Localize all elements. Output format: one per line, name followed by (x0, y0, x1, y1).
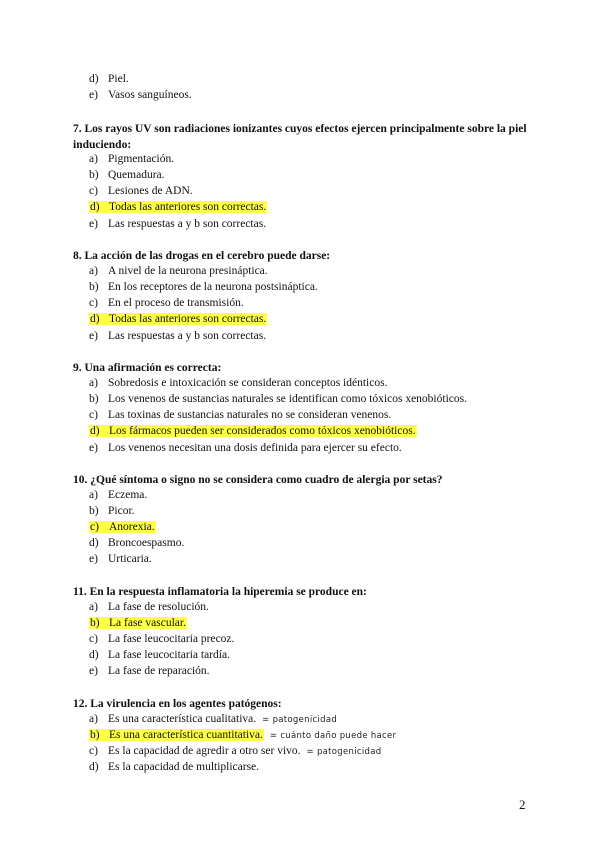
option-item (89, 72, 129, 87)
option-text: Quemadura. (108, 169, 165, 181)
question-title: 7. Los rayos UV son radiaciones ionizantes cuyos efectos ejercen principalmente sobre la piel induciendo: (73, 123, 527, 151)
option-letter: e) (89, 330, 98, 342)
option-item (89, 744, 381, 759)
answer-highlight (89, 313, 267, 325)
option-item (89, 600, 209, 615)
option-text: La fase leucocitaria precoz. (108, 633, 235, 645)
option-text: La fase vascular. (109, 617, 186, 629)
option-text: Es una característica cualitativa. (108, 713, 257, 725)
option-text: La fase de resolución. (108, 601, 209, 613)
answer-highlight (89, 425, 417, 437)
option-letter: d) (89, 649, 99, 661)
option-item-highlighted (89, 312, 267, 327)
handwritten-note: = cuánto daño puede hacer (269, 731, 397, 741)
option-item (89, 536, 184, 551)
option-letter: e) (89, 553, 98, 565)
option-text: Las toxinas de sustancias naturales no se consideran venenos. (108, 409, 392, 421)
option-letter: a) (89, 601, 98, 613)
option-text: Eczema. (108, 489, 148, 501)
option-item (89, 441, 402, 456)
option-letter: a) (89, 265, 98, 277)
option-text: Lesiones de ADN. (108, 185, 193, 197)
option-letter: d) (89, 73, 99, 85)
option-letter: d) (89, 761, 99, 773)
option-text: En los receptores de la neurona postsináptica. (108, 281, 318, 293)
option-item (89, 329, 266, 344)
option-text: Las respuestas a y b son correctas. (108, 330, 267, 342)
option-letter: b) (90, 617, 100, 629)
option-text: Los venenos de sustancias naturales se identifican como tóxicos xenobióticos. (108, 393, 467, 405)
option-text: Todas las anteriores son correctas. (109, 201, 267, 213)
option-item (89, 632, 234, 647)
option-letter: d) (90, 201, 100, 213)
option-letter: c) (89, 633, 98, 645)
option-item (89, 552, 152, 567)
question-title: 9. Una afirmación es correcta: (73, 362, 222, 374)
option-text: Es una característica cuantitativa. (109, 729, 263, 741)
option-text: Sobredosis e intoxicación se consideran conceptos idénticos. (108, 377, 388, 389)
option-item (89, 168, 165, 183)
option-text: La fase de reparación. (108, 665, 210, 677)
page-number: 2 (519, 797, 526, 812)
option-text: Es la capacidad de agredir a otro ser vivo. (108, 745, 301, 757)
option-letter: e) (89, 442, 98, 454)
option-text: Urticaria. (108, 553, 152, 565)
option-item-highlighted (89, 200, 267, 215)
option-letter: d) (90, 425, 100, 437)
option-letter: c) (89, 297, 98, 309)
option-item-highlighted (89, 424, 417, 439)
handwritten-note: = patogenicidad (306, 747, 382, 757)
option-item-highlighted (89, 520, 156, 535)
option-item-highlighted (89, 616, 187, 631)
option-text: A nivel de la neurona presináptica. (108, 265, 268, 277)
option-letter: b) (89, 393, 99, 405)
option-letter: a) (89, 489, 98, 501)
option-letter: a) (89, 153, 98, 165)
option-text: Picor. (108, 505, 135, 517)
handwritten-note: = patogenicidad (262, 715, 338, 725)
option-letter: e) (89, 218, 98, 230)
option-letter: c) (89, 745, 98, 757)
option-item (89, 264, 268, 279)
option-item (89, 376, 387, 391)
option-letter: e) (89, 89, 98, 101)
option-letter: b) (89, 505, 99, 517)
option-letter: e) (89, 665, 98, 677)
option-text: Anorexia. (109, 521, 155, 533)
option-text: Broncoespasmo. (108, 537, 185, 549)
option-text: Vasos sanguíneos. (108, 89, 192, 101)
option-item (89, 488, 147, 503)
option-letter: b) (89, 281, 99, 293)
option-text: Los venenos necesitan una dosis definida para ejercer su efecto. (108, 442, 402, 454)
question-title: 8. La acción de las drogas en el cerebro puede darse: (73, 250, 331, 262)
option-letter: c) (90, 521, 99, 533)
option-text: Piel. (108, 73, 129, 85)
option-item (89, 217, 266, 232)
option-item (89, 408, 391, 423)
option-text: Los fármacos pueden ser considerados como tóxicos xenobióticos. (109, 425, 416, 437)
option-text: Es la capacidad de multiplicarse. (108, 761, 260, 773)
answer-highlight (89, 729, 264, 741)
option-letter: d) (89, 537, 99, 549)
option-item (89, 280, 318, 295)
question-title: 12. La virulencia en los agentes patógenos: (73, 698, 282, 710)
option-text: Todas las anteriores son correctas. (109, 313, 267, 325)
option-item (89, 296, 244, 311)
option-item (89, 392, 467, 407)
question-title: 11. En la respuesta inflamatoria la hiperemia se produce en: (73, 586, 367, 598)
option-letter: b) (89, 169, 99, 181)
option-item (89, 664, 210, 679)
option-item (89, 712, 337, 727)
option-item (89, 504, 135, 519)
option-letter: c) (89, 185, 98, 197)
option-letter: a) (89, 713, 98, 725)
option-letter: b) (90, 729, 100, 741)
option-item (89, 760, 259, 775)
answer-highlight (89, 201, 267, 213)
option-letter: a) (89, 377, 98, 389)
option-text: En el proceso de transmisión. (108, 297, 244, 309)
option-item (89, 184, 193, 199)
option-item (89, 152, 174, 167)
option-text: Pigmentación. (108, 153, 175, 165)
option-letter: d) (90, 313, 100, 325)
question-title: 10. ¿Qué síntoma o signo no se considera como cuadro de alergia por setas? (73, 474, 443, 486)
option-item (89, 648, 230, 663)
option-item-highlighted (89, 728, 396, 743)
option-text: Las respuestas a y b son correctas. (108, 218, 267, 230)
option-item (89, 88, 192, 103)
option-text: La fase leucocitaria tardía. (108, 649, 230, 661)
answer-highlight (89, 521, 156, 533)
answer-highlight (89, 617, 187, 629)
option-letter: c) (89, 409, 98, 421)
